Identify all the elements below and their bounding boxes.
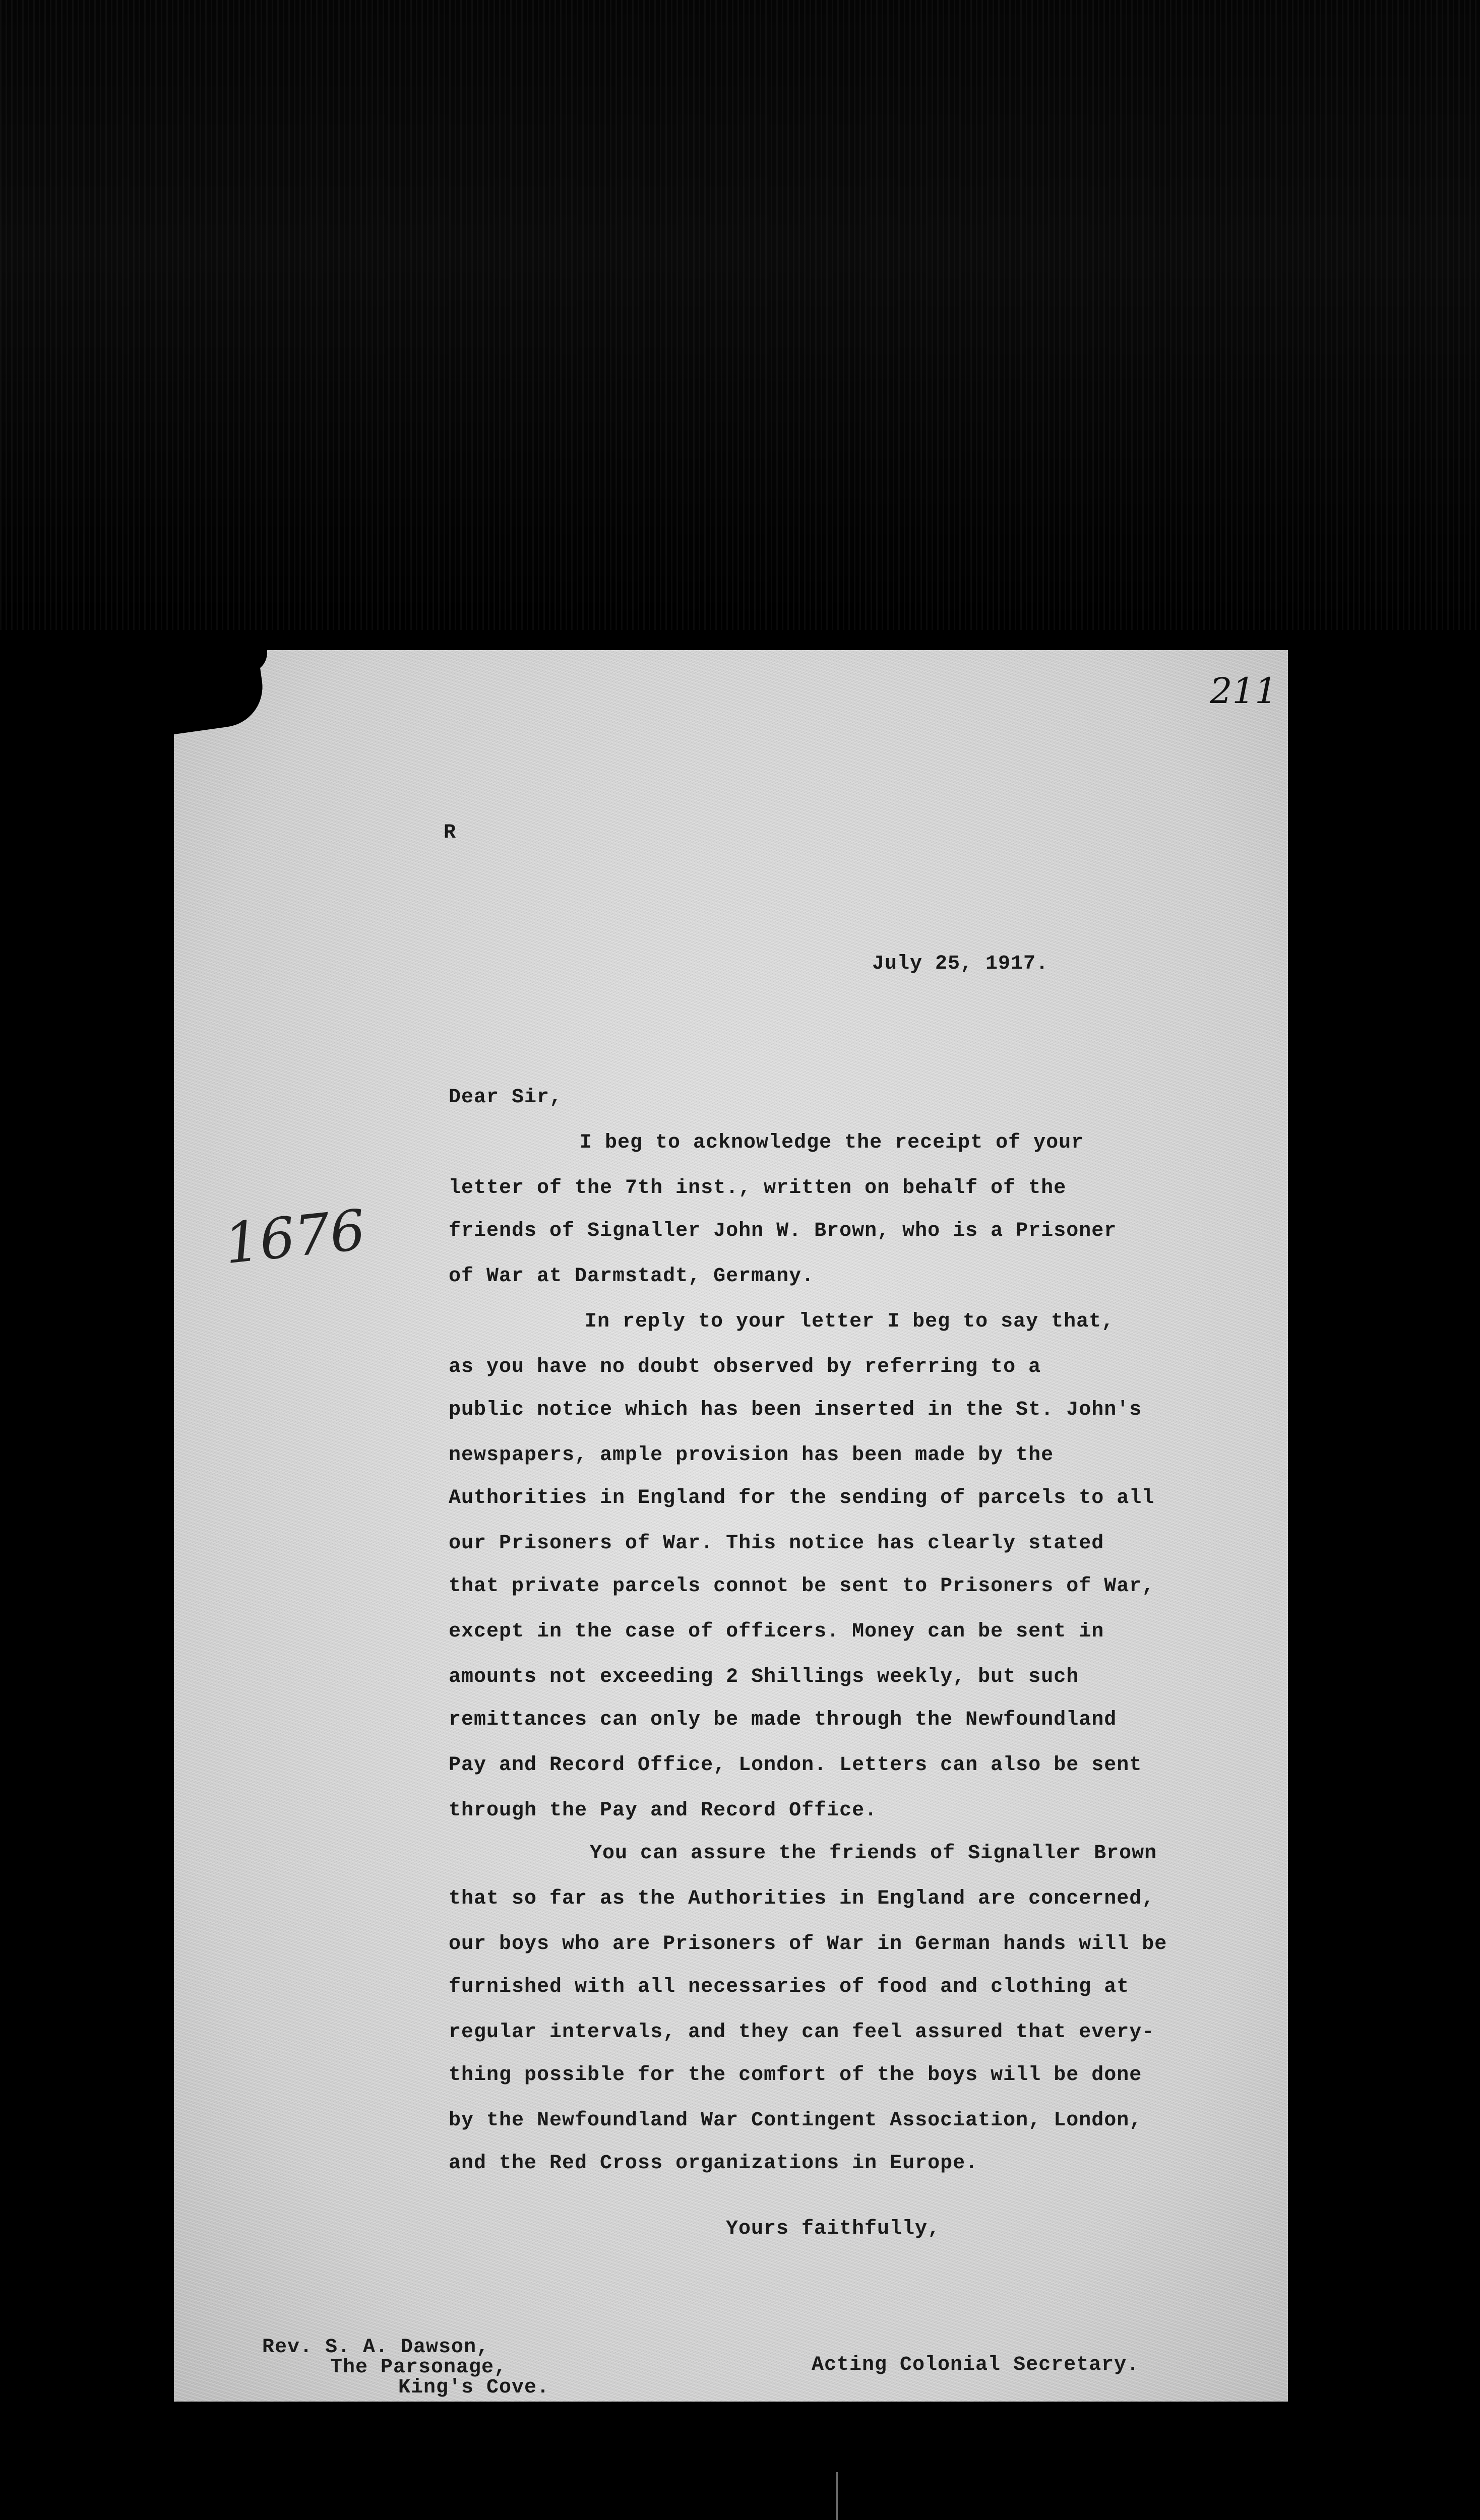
body-line: public notice which has been inserted in the St. John's (449, 1399, 1142, 1421)
body-line: of War at Darmstadt, Germany. (449, 1265, 815, 1288)
body-line: thing possible for the comfort of the boys will be done (449, 2064, 1142, 2087)
scan-background (0, 0, 1480, 630)
body-line: through the Pay and Record Office. (449, 1799, 878, 1822)
body-line: our Prisoners of War. This notice has clearly stated (449, 1532, 1104, 1555)
body-line: Authorities in England for the sending of parcels to all (449, 1487, 1155, 1509)
body-line: letter of the 7th inst., written on behalf of the (449, 1177, 1067, 1200)
body-line: that private parcels connot be sent to Prisoners of War, (449, 1575, 1155, 1598)
body-line: You can assure the friends of Signaller Brown (590, 1842, 1157, 1865)
body-line: our boys who are Prisoners of War in German hands will be (449, 1933, 1167, 1956)
body-line: Pay and Record Office, London. Letters can also be sent (449, 1754, 1142, 1777)
letter-page (174, 650, 1288, 2402)
body-line: furnished with all necessaries of food and clothing at (449, 1976, 1130, 1998)
page-bottom-edge (174, 2402, 1288, 2422)
salutation: Dear Sir, (449, 1086, 563, 1109)
recipient-address-line: King's Cove. (398, 2376, 550, 2399)
body-line: by the Newfoundland War Contingent Association, London, (449, 2109, 1142, 2132)
body-line: and the Red Cross organizations in Europe. (449, 2152, 978, 2175)
recipient-address-line: The Parsonage, (330, 2356, 507, 2379)
scan-artifact-line (836, 2472, 838, 2520)
body-line: that so far as the Authorities in England are concerned, (449, 1887, 1155, 1910)
body-line: In reply to your letter I beg to say that, (585, 1310, 1115, 1333)
letter-closing: Yours faithfully, (726, 2218, 941, 2240)
body-line: newspapers, ample provision has been made by the (449, 1444, 1054, 1467)
body-line: friends of Signaller John W. Brown, who is a Prisoner (449, 1220, 1117, 1242)
body-line: remittances can only be made through the Newfoundland (449, 1709, 1117, 1731)
body-line: I beg to acknowledge the receipt of your (580, 1131, 1084, 1154)
signature-title: Acting Colonial Secretary. (812, 2354, 1140, 2376)
body-line: except in the case of officers. Money can be sent in (449, 1620, 1104, 1643)
body-line: as you have no doubt observed by referring to a (449, 1356, 1041, 1378)
letter-date: July 25, 1917. (872, 953, 1049, 975)
recipient-address-line: Rev. S. A. Dawson, (262, 2336, 489, 2359)
letter-mark: R (444, 822, 457, 844)
body-line: regular intervals, and they can feel assured that every- (449, 2021, 1155, 2044)
folio-number: 211 (1210, 670, 1277, 712)
body-line: amounts not exceeding 2 Shillings weekly, but such (449, 1666, 1079, 1688)
handwritten-file-reference: 1676 (221, 1197, 368, 1277)
